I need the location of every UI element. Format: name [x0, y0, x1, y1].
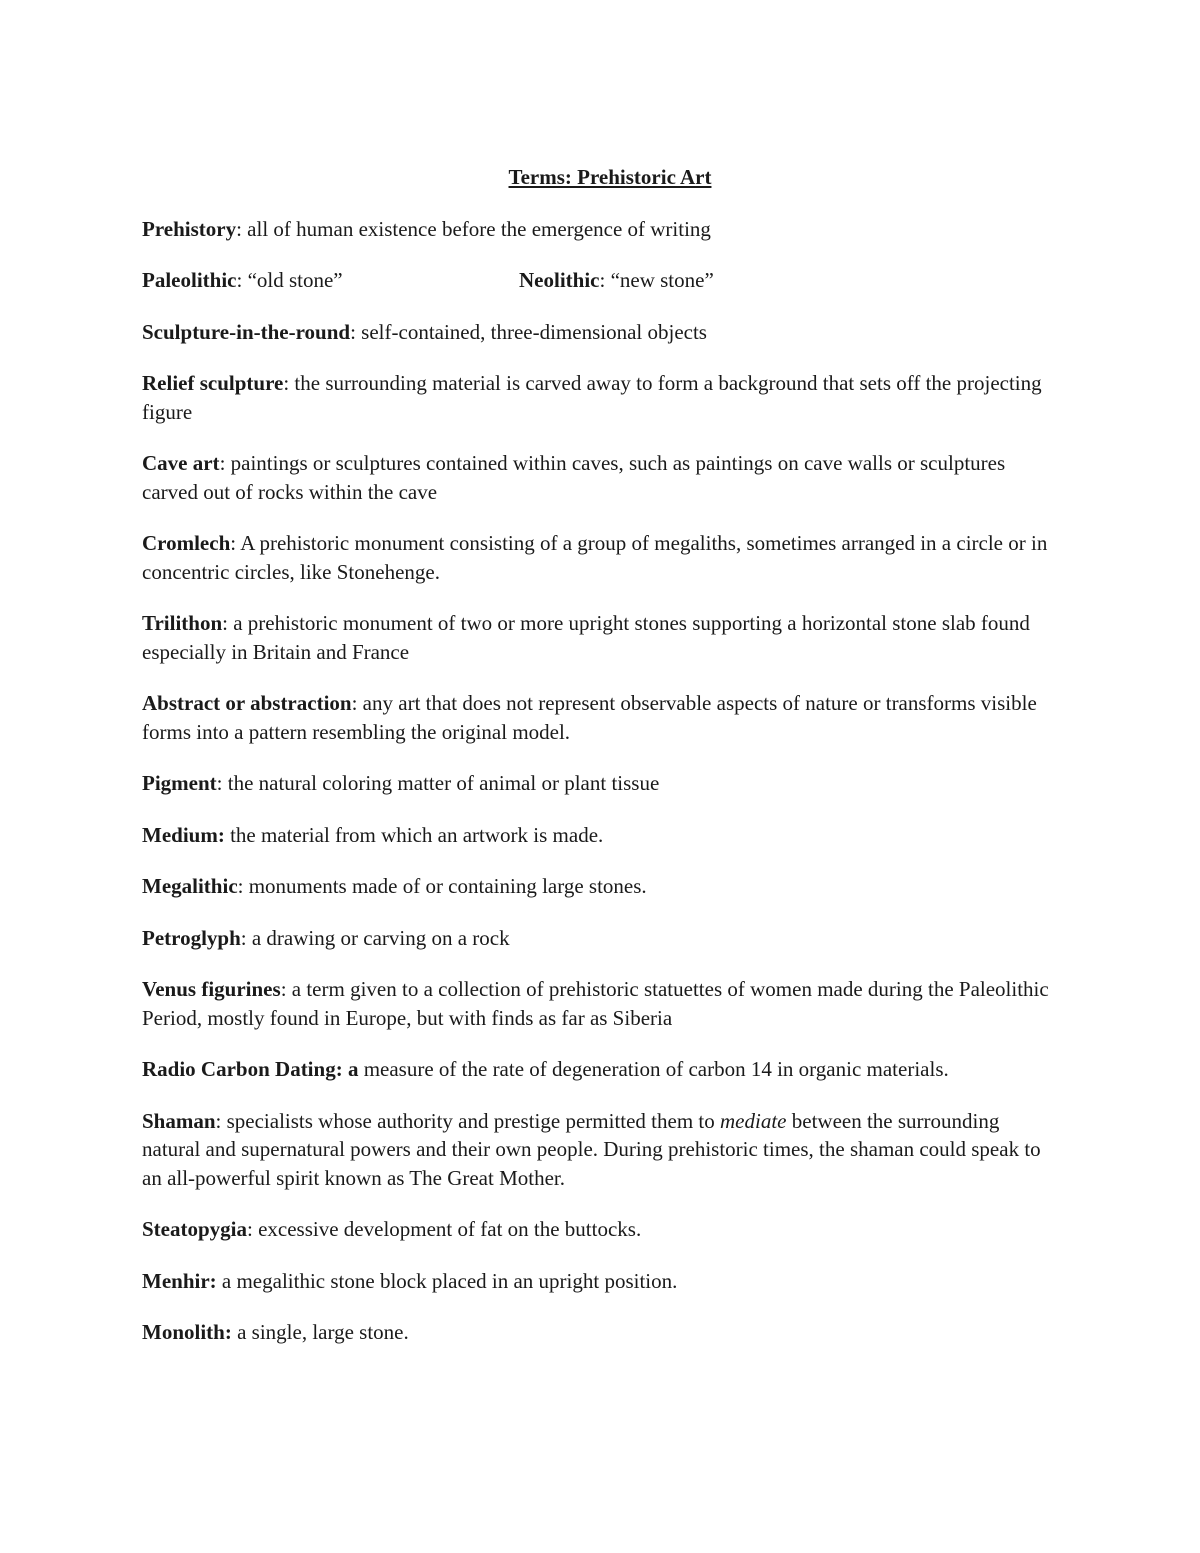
term-definition: : paintings or sculptures contained within caves, such as paintings on cave walls or sculptures carved out of rocks within the cave: [142, 451, 1006, 504]
entry-trilithon: [142, 609, 1062, 666]
entry-cave-art: [142, 449, 1062, 506]
document-body: [142, 163, 1062, 1370]
term-definition: a single, large stone.: [231, 1320, 409, 1344]
entry-neolithic: [519, 266, 714, 295]
term-definition: : “new stone”: [599, 268, 714, 292]
entry-relief-sculpture: [142, 369, 1062, 426]
term-label: Medium:: [142, 822, 225, 847]
entry-megalithic: [142, 872, 1062, 901]
term-label: Pigment: [142, 771, 217, 795]
term-definition: between the surrounding natural and supernatural powers and their own people. During prehistoric times, the shaman could speak to an all-powerful spirit known as The Great Mother.: [142, 1108, 1041, 1190]
term-definition: : a term given to a collection of prehistoric statuettes of women made during the Paleolithic Period, mostly found in Europe, but with finds as far as Siberia: [142, 977, 1049, 1030]
term-label: Prehistory: [142, 216, 237, 241]
term-label: Monolith:: [142, 1320, 232, 1344]
term-definition: : any art that does not represent observable aspects of nature or transforms visible forms into a pattern resembling the original model.: [142, 691, 1037, 744]
term-label: Menhir:: [142, 1268, 217, 1293]
term-definition: : a drawing or carving on a rock: [240, 925, 510, 950]
entry-shaman: [142, 1107, 1062, 1193]
term-definition: : the natural coloring matter of animal or plant tissue: [216, 771, 660, 795]
entry-pair-paleolithic-neolithic: [142, 266, 1062, 295]
entry-monolith: [142, 1318, 1062, 1347]
entry-medium: [142, 821, 1062, 850]
term-label: Cromlech: [142, 531, 231, 555]
term-label: Venus figurines: [142, 977, 281, 1001]
term-label: Relief sculpture: [142, 371, 284, 395]
term-definition: : a prehistoric monument of two or more upright stones supporting a horizontal stone slab found especially in Britain and France: [142, 611, 1030, 664]
entry-petroglyph: [142, 924, 1062, 953]
term-definition: : self-contained, three-dimensional objects: [350, 319, 707, 344]
term-definition: : the surrounding material is carved away to form a background that sets off the projecting figure: [142, 371, 1042, 424]
entry-paleolithic: [142, 266, 343, 295]
entry-venus-figurines: [142, 975, 1062, 1032]
entry-sculpture-in-the-round: [142, 318, 1062, 347]
term-label: Paleolithic: [142, 268, 237, 292]
entry-steatopygia: [142, 1215, 1062, 1244]
term-label: Cave art: [142, 451, 220, 475]
page-title: Terms: Prehistoric Art: [508, 165, 712, 189]
term-label: Sculpture-in-the-round: [142, 319, 351, 344]
term-definition: : “old stone”: [236, 268, 343, 292]
term-definition: measure of the rate of degeneration of carbon 14 in organic materials.: [358, 1057, 949, 1081]
entry-radio-carbon-dating: [142, 1055, 1062, 1084]
term-definition: : specialists whose authority and prestige permitted them to: [215, 1108, 721, 1133]
entry-cromlech: [142, 529, 1062, 586]
entry-abstract: [142, 689, 1062, 746]
term-label: Steatopygia: [142, 1217, 247, 1241]
term-label: Radio Carbon Dating: a: [142, 1057, 359, 1081]
term-definition: the material from which an artwork is made.: [224, 822, 604, 847]
term-definition: : monuments made of or containing large stones.: [237, 874, 647, 898]
term-definition: : A prehistoric monument consisting of a group of megaliths, sometimes arranged in a circle or in concentric circles, like Stonehenge.: [142, 531, 1048, 584]
term-label: Petroglyph: [142, 925, 241, 950]
term-label: Shaman: [142, 1108, 216, 1133]
term-label: Neolithic: [519, 268, 600, 292]
entry-menhir: [142, 1267, 1062, 1296]
term-definition: : all of human existence before the emergence of writing: [236, 216, 711, 241]
entry-prehistory: [142, 215, 1062, 244]
term-definition-emphasis: mediate: [720, 1108, 787, 1133]
term-definition: a megalithic stone block placed in an upright position.: [216, 1268, 678, 1293]
term-definition: : excessive development of fat on the buttocks.: [247, 1217, 642, 1241]
term-label: Trilithon: [142, 611, 223, 635]
term-label: Megalithic: [142, 874, 238, 898]
term-label: Abstract or abstraction: [142, 691, 352, 715]
entry-pigment: [142, 769, 1062, 798]
